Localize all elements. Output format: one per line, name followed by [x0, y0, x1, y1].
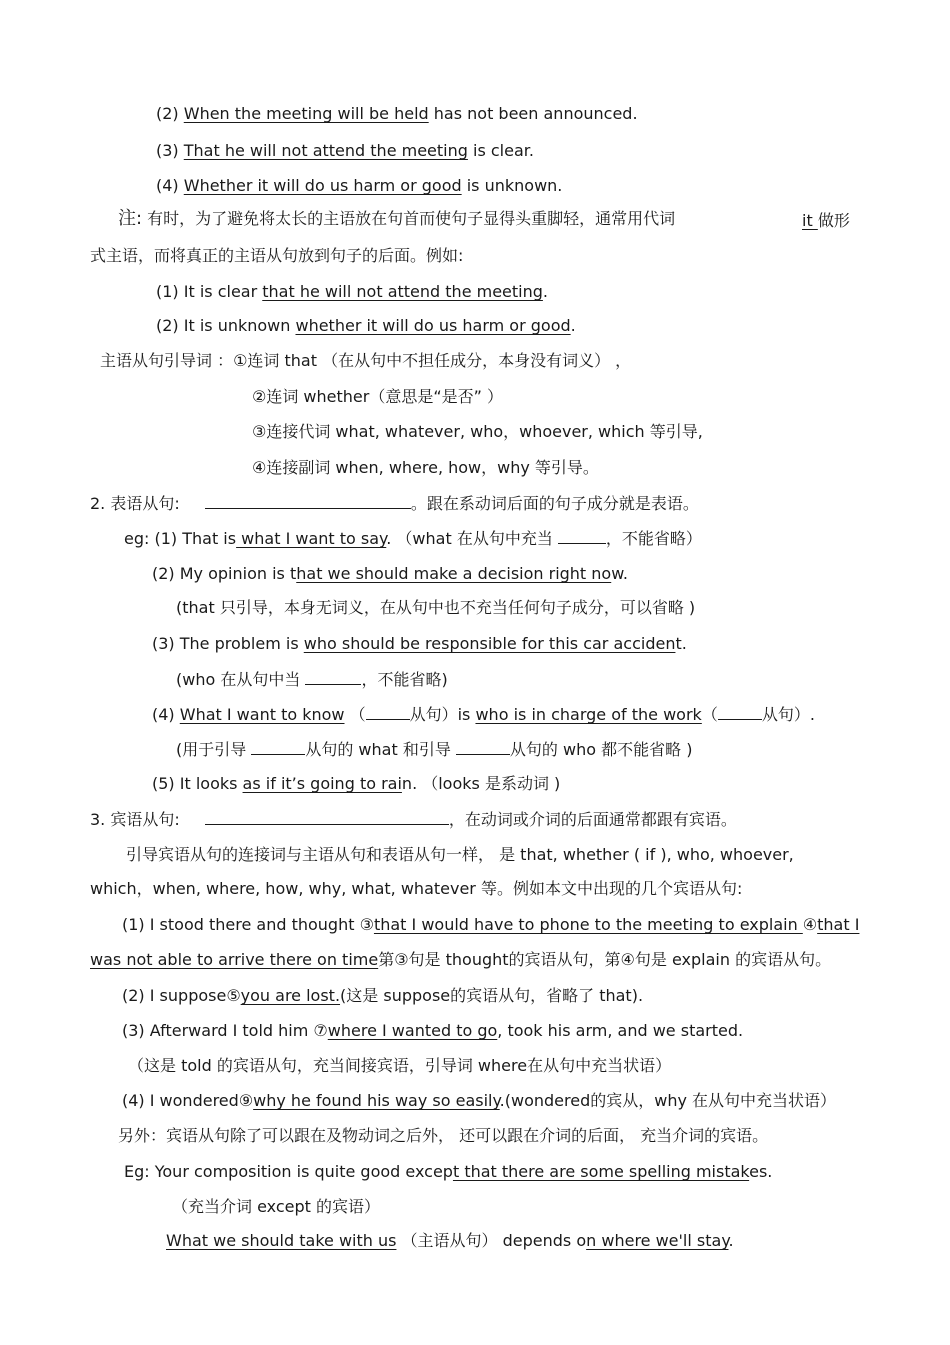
fill-blank[interactable] — [456, 738, 510, 755]
predicative-eg-2-note: (that 只引导，本身无词义，在从句中也不充当任何句子成分，可以省略 ) — [176, 598, 696, 617]
object-ex-1-line-2 — [90, 949, 831, 971]
section-title: 3. 宾语从句: — [90, 810, 185, 829]
object-title — [90, 808, 737, 831]
note-end: 从句的 who 都不能省略 ) — [509, 740, 693, 759]
sentence-start: (5) It looks — [152, 774, 243, 793]
fill-blank[interactable] — [718, 703, 762, 720]
object-clause: you are lost. — [240, 986, 341, 1005]
bracket-open: （ — [701, 705, 718, 724]
sentence-start: (1) I stood there and thought ③ — [122, 915, 374, 934]
note-text: 有时，为了避免将太长的主语放在句首而使句子显得头重脚轻，通常用代词 — [142, 209, 676, 228]
object-clause: where I wanted to go — [327, 1021, 498, 1040]
predicative-eg-3-note — [176, 668, 448, 691]
subject-clause: What we should take with us — [166, 1231, 397, 1250]
explanation: 第③句是 thought的宾语从句，第④句是 explain 的宾语从句。 — [378, 950, 832, 969]
object-last-example — [166, 1230, 734, 1252]
predicative-eg-3 — [152, 633, 687, 655]
it-example-2 — [156, 315, 576, 337]
fill-blank[interactable] — [251, 738, 305, 755]
subject-clause: When the meeting will be held — [183, 104, 429, 123]
sentence-start: (2) I suppose⑤ — [122, 986, 241, 1005]
introducer-item-3: ③连接代词 what, whatever, who，whoever, which 等引导, — [252, 422, 703, 441]
object-ex-4 — [122, 1090, 836, 1112]
object-ex-3-note: （这是 told 的宾语从句，充当间接宾语，引导词 where在从句中充当状语） — [128, 1056, 672, 1075]
introducer-item-4: ④连接副词 when, where, how，why 等引导。 — [252, 458, 599, 477]
object-clause: that I — [817, 915, 860, 934]
object-ex-2 — [122, 985, 643, 1007]
fill-blank[interactable] — [205, 808, 449, 825]
subject-clause: Whether it will do us harm or good — [183, 176, 462, 195]
subject-clause: whether it will do us harm or good — [295, 316, 571, 335]
it-example-1 — [156, 281, 548, 303]
fill-blank[interactable] — [205, 492, 411, 509]
sentence-end: . — [728, 1231, 734, 1250]
sentence-end: 从句）. — [761, 705, 815, 724]
sentence-end: w. — [611, 564, 628, 583]
predicative-clause: what I want to say — [236, 529, 387, 548]
sentence-end: n. （looks 是系动词 ) — [401, 774, 561, 793]
note-middle: 从句的 what 和引导 — [305, 740, 456, 759]
object-clause: was not able to arrive there on time — [90, 950, 379, 969]
note-label: 注: — [118, 208, 143, 229]
sentence-rest: is unknown. — [461, 176, 563, 195]
predicative-clause: as if it’s going to rai — [242, 774, 402, 793]
object-ex-1-line-1 — [122, 914, 859, 936]
sentence-end: . — [542, 282, 548, 301]
section-title: 2. 表语从句: — [90, 494, 185, 513]
example-number: (4) — [156, 176, 184, 195]
sentence-start: (4) I wondered⑨ — [122, 1091, 254, 1110]
object-clause: n where we'll stay — [586, 1231, 729, 1250]
object-intro-2: which，when, where, how, why, what, whatever 等。例如本文中出现的几个宾语从句: — [90, 879, 743, 898]
subject-clause: That he will not attend the meeting — [183, 141, 468, 160]
object-clause: that I would have to phone to the meeting to explain — [373, 915, 803, 934]
sentence-end: es. — [749, 1162, 773, 1181]
predicative-eg-1 — [124, 527, 702, 550]
subject-example-2 — [156, 103, 638, 125]
subject-example-3 — [156, 140, 534, 162]
object-besides: 另外：宾语从句除了可以跟在及物动词之后外， 还可以跟在介词的后面， 充当介词的宾语。 — [118, 1126, 769, 1145]
sentence-middle: 从句）is — [409, 705, 476, 724]
explanation: (这是 suppose的宾语从句，省略了 that). — [340, 986, 644, 1005]
sentence-start: (2) My opinion is t — [152, 564, 297, 583]
note-end: ，不能省略) — [361, 670, 448, 689]
predicative-clause: who should be responsible for this car acciden — [303, 634, 676, 653]
note-start: (who 在从句中当 — [176, 670, 306, 689]
sentence-middle: （主语从句） depends o — [396, 1231, 587, 1250]
sentence-middle: . （what 在从句中充当 — [386, 529, 558, 548]
example-number: (4) — [152, 705, 180, 724]
object-clause: t that there are some spelling mistak — [452, 1162, 750, 1181]
sentence-start: (3) The problem is — [152, 634, 304, 653]
note-it — [802, 210, 850, 232]
predicative-eg-4-note — [176, 738, 692, 761]
predicative-eg-4 — [152, 703, 815, 726]
section-description: 。跟在系动词后面的句子成分就是表语。 — [410, 494, 699, 513]
introducer-header: 主语从句引导词 ：①连词 that （在从句中不担任成分，本身没有词义） ， — [100, 351, 632, 370]
example-number: (2) — [156, 104, 184, 123]
fill-blank[interactable] — [366, 703, 410, 720]
introducer-item-2: ②连词 whether（意思是“是否” ） — [252, 387, 504, 406]
sentence-start: (1) It is clear — [156, 282, 263, 301]
sentence-rest: has not been announced. — [428, 104, 638, 123]
note-line-1 — [118, 208, 675, 230]
circled-number: ④ — [802, 915, 818, 934]
subject-clause: that he will not attend the meeting — [262, 282, 543, 301]
it-word: it — [802, 211, 818, 230]
subject-example-4 — [156, 175, 562, 197]
sentence-rest: is clear. — [467, 141, 534, 160]
section-description: ，在动词或介词的后面通常都跟有宾语。 — [448, 810, 737, 829]
object-clause: why he found his way so easily — [253, 1091, 500, 1110]
note-text-end: 做形 — [817, 211, 850, 230]
sentence-end: , took his arm, and we started. — [497, 1021, 744, 1040]
explanation: .(wondered的宾从，why 在从句中充当状语） — [499, 1091, 837, 1110]
subject-clause: What I want to know — [179, 705, 345, 724]
sentence-start: (3) Afterward I told him ⑦ — [122, 1021, 328, 1040]
predicative-eg-2 — [152, 563, 628, 585]
sentence-end: . — [570, 316, 576, 335]
sentence-start: eg: (1) That is — [124, 529, 237, 548]
sentence-end: ，不能省略） — [605, 529, 702, 548]
sentence-start: (2) It is unknown — [156, 316, 296, 335]
predicative-clause: hat we should make a decision right no — [296, 564, 612, 583]
predicative-title — [90, 492, 699, 515]
predicative-eg-5 — [152, 773, 560, 795]
fill-blank[interactable] — [305, 668, 361, 685]
note-start: (用于引导 — [176, 740, 252, 759]
object-ex-3 — [122, 1020, 743, 1042]
predicative-clause: who is in charge of the work — [475, 705, 702, 724]
fill-blank[interactable] — [558, 527, 606, 544]
sentence-start: Eg: Your composition is quite good excep — [124, 1162, 453, 1181]
note-line-2: 式主语，而将真正的主语从句放到句子的后面。例如: — [90, 246, 464, 265]
example-number: (3) — [156, 141, 184, 160]
object-intro-1: 引导宾语从句的连接词与主语从句和表语从句一样， 是 that, whether ( if ), who, whoever, — [126, 845, 794, 864]
sentence-end: t. — [675, 634, 687, 653]
object-eg-note: （充当介词 except 的宾语） — [172, 1197, 380, 1216]
bracket-open: （ — [344, 705, 366, 724]
object-eg — [124, 1161, 772, 1183]
